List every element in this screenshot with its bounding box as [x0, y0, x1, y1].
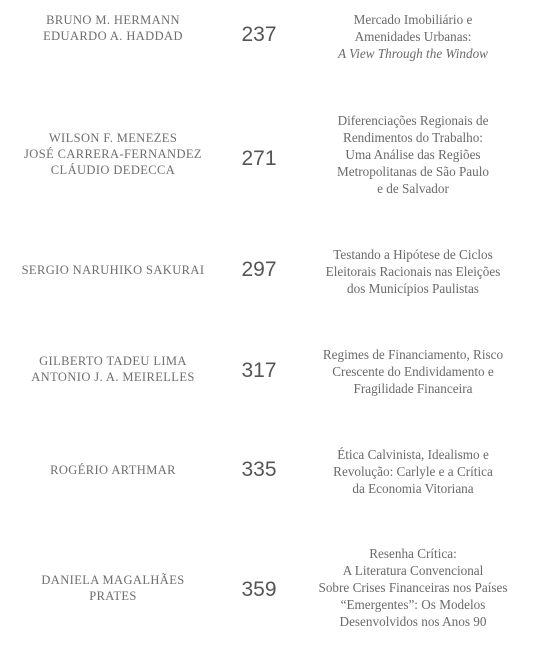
entry-title[interactable] — [296, 11, 530, 62]
entry-authors — [4, 12, 222, 44]
author-name: WILSON F. MENEZES — [48, 131, 178, 145]
title-line: A View Through the Window — [338, 46, 488, 61]
entry-title[interactable] — [296, 545, 530, 630]
author-name: JOSÉ CARRERA-FERNANDEZ — [24, 147, 202, 161]
entry-title[interactable] — [296, 346, 530, 397]
entry-authors — [4, 572, 222, 604]
title-line: Testando a Hipótese de Ciclos — [333, 247, 493, 262]
author-name: BRUNO M. HERMANN — [46, 13, 180, 27]
title-line: Amenidades Urbanas: — [354, 29, 472, 44]
author-name: PRATES — [89, 589, 137, 603]
author-name: GILBERTO TADEU LIMA — [39, 354, 187, 368]
title-line: dos Municípios Paulistas — [347, 281, 479, 296]
title-line: Ética Calvinista, Idealismo e — [337, 447, 489, 462]
title-line: “Emergentes”: Os Modelos — [340, 597, 486, 612]
title-line: Regimes de Financiamento, Risco — [322, 347, 504, 362]
title-line: Eleitorais Racionais nas Eleições — [325, 264, 501, 279]
title-line: e de Salvador — [377, 181, 449, 196]
author-name: ROGÉRIO ARTHMAR — [50, 463, 176, 477]
title-line: Mercado Imobiliário e — [353, 12, 473, 27]
page-number[interactable]: 335 — [241, 458, 277, 481]
entry-title[interactable] — [296, 446, 530, 497]
title-line: Metropolitanas de São Paulo — [337, 164, 489, 179]
author-name: DANIELA MAGALHÃES — [41, 573, 185, 587]
title-line: Uma Análise das Regiões — [345, 147, 481, 162]
title-line: Fragilidade Financeira — [353, 381, 473, 396]
page-number[interactable]: 297 — [241, 258, 277, 281]
author-name: EDUARDO A. HADDAD — [43, 29, 183, 43]
entry-authors — [4, 353, 222, 385]
title-line: Rendimentos do Trabalho: — [343, 130, 483, 145]
title-line: Crescente do Endividamento e — [332, 364, 494, 379]
entry-title[interactable] — [296, 112, 530, 197]
entry-authors — [4, 462, 222, 478]
title-line: Revolução: Carlyle e a Crítica — [333, 464, 493, 479]
title-line: Resenha Crítica: — [369, 546, 457, 561]
page-number[interactable]: 237 — [241, 23, 277, 46]
title-line: Desenvolvidos nos Anos 90 — [339, 614, 487, 629]
page-number[interactable]: 317 — [241, 359, 277, 382]
entry-authors — [4, 130, 222, 178]
author-name: SERGIO NARUHIKO SAKURAI — [21, 263, 205, 277]
title-line: A Literatura Convencional — [342, 563, 484, 578]
entry-authors — [4, 262, 222, 278]
page-number[interactable]: 359 — [241, 578, 277, 601]
title-line: da Economia Vitoriana — [352, 481, 474, 496]
title-line: Sobre Crises Financeiras nos Países — [318, 580, 508, 595]
entry-title[interactable] — [296, 246, 530, 297]
title-line: Diferenciações Regionais de — [337, 113, 489, 128]
author-name: CLÁUDIO DEDECCA — [50, 163, 176, 177]
author-name: ANTONIO J. A. MEIRELLES — [31, 370, 195, 384]
page-number[interactable]: 271 — [241, 147, 277, 170]
